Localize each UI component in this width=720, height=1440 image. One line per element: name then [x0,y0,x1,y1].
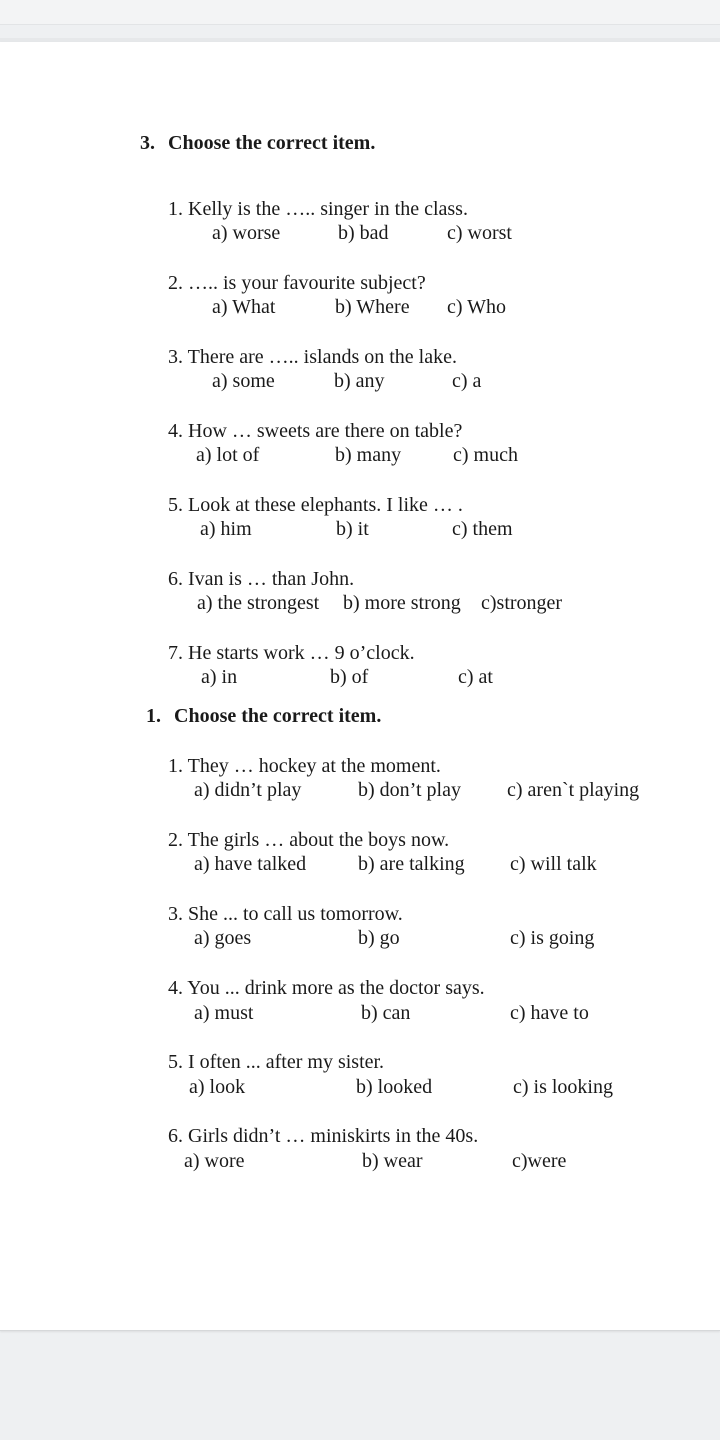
option-a1-c: c) worst [447,222,512,244]
option-b4-c: c) have to [510,1002,589,1024]
option-b2-b: b) are talking [358,853,465,875]
option-a6-a: a) the strongest [197,592,320,614]
option-b5-b: b) looked [356,1076,433,1098]
question-b5: 5. I often ... after my sister. [168,1051,385,1073]
section-b-number: 1. [146,705,161,727]
option-b6-b: b) wear [362,1150,423,1172]
option-a1-a: a) worse [212,222,281,244]
question-b2: 2. The girls … about the boys now. [168,829,450,851]
option-b3-b: b) go [358,927,400,949]
option-a5-c: c) them [452,518,513,540]
option-b6-c: c)were [512,1150,567,1172]
option-a4-a: a) lot of [196,444,260,466]
option-b3-c: c) is going [510,927,595,949]
option-b1-c: c) aren`t playing [507,779,640,801]
question-b4: 4. You ... drink more as the doctor says. [168,977,485,999]
option-a2-a: a) What [212,296,276,318]
question-a1: 1. Kelly is the ….. singer in the class. [168,198,468,220]
option-a5-a: a) him [200,518,252,540]
option-b3-a: a) goes [194,927,252,949]
question-b1: 1. They … hockey at the moment. [168,755,441,777]
section-a-number: 3. [140,132,155,154]
option-a1-b: b) bad [338,222,389,244]
option-a4-b: b) many [335,444,402,466]
option-b5-c: c) is looking [513,1076,613,1098]
option-a2-c: c) Who [447,296,507,318]
document-page [0,42,720,1331]
option-a2-b: b) Where [335,296,410,318]
top-strip [0,0,720,25]
option-a6-c: c)stronger [481,592,563,614]
option-b4-b: b) can [361,1002,411,1024]
option-b5-a: a) look [189,1076,246,1098]
question-a2: 2. ….. is your favourite subject? [168,272,426,294]
question-a7: 7. He starts work … 9 o’clock. [168,642,415,664]
option-a7-c: c) at [458,666,493,688]
option-b2-a: a) have talked [194,853,307,875]
section-a-title: Choose the correct item. [168,132,376,154]
question-a3: 3. There are ….. islands on the lake. [168,346,457,368]
option-b6-a: a) wore [184,1150,245,1172]
option-b4-a: a) must [194,1002,254,1024]
option-b2-c: c) will talk [510,853,597,875]
option-a7-a: a) in [201,666,238,688]
option-a6-b: b) more strong [343,592,461,614]
option-a3-a: a) some [212,370,275,392]
section-b-heading [146,704,381,728]
option-a3-c: c) a [452,370,482,392]
question-a5: 5. Look at these elephants. I like … . [168,494,463,516]
option-a3-b: b) any [334,370,385,392]
option-a5-b: b) it [336,518,369,540]
question-a4: 4. How … sweets are there on table? [168,420,463,442]
option-b1-b: b) don’t play [358,779,461,801]
option-a4-c: c) much [453,444,518,466]
option-b1-a: a) didn’t play [194,779,302,801]
section-a-heading [140,131,375,155]
question-b3: 3. She ... to call us tomorrow. [168,903,403,925]
question-a6: 6. Ivan is … than John. [168,568,355,590]
question-b6: 6. Girls didn’t … miniskirts in the 40s. [168,1125,479,1147]
option-a7-b: b) of [330,666,369,688]
section-b-title: Choose the correct item. [174,705,382,727]
